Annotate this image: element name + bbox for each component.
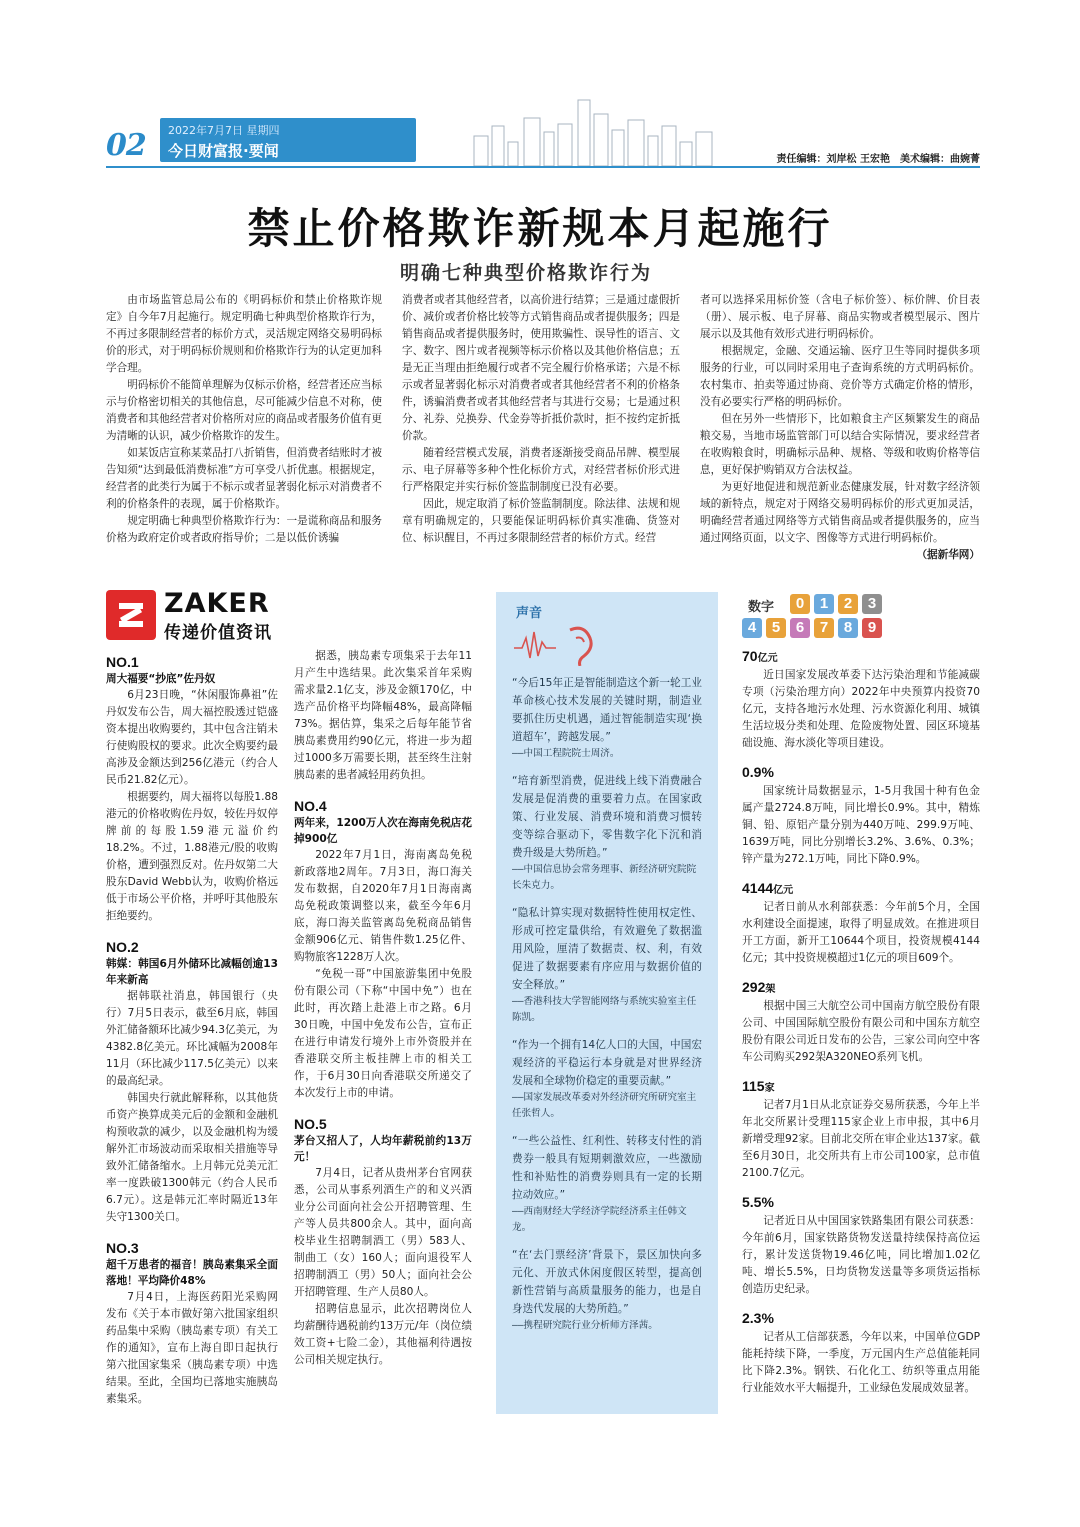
stat-text: 记者从工信部获悉，今年以来，中国单位GDP能耗持续下降，一季度，万元国内生产总值能耗同比下降2.3%。钢铁、石化化工、纺织等重点用能行业能效水平大幅提升，工业绿色发展成效显著。 xyxy=(742,1331,980,1394)
paragraph: 消费者或者其他经营者，以高价进行结算；三是通过虚假折价、减价或者价格比较等方式销售商品或者提供服务；四是销售商品或者提供服务时，使用欺骗性、误导性的语言、文字、数字、图片或者视频等标示价格以及其他价格信息；五是无正当理由拒绝履行或者不完全履行价格承诺；六是不标示或者显著弱化标示对消费者或者其他经营者不利的价格条件，诱骗消费者或者其他经营者与其进行交易；七是通过积分、礼券、兑换券、代金券等折抵价款时，拒不按约定折抵价款。 xyxy=(402,294,680,442)
paragraph: 据韩联社消息，韩国银行（央行）7月5日表示，截至6月底，韩国外汇储备额环比减少94.3亿美元，为4382.8亿美元。环比减幅为2008年11月（环比减少117.5亿美元）以来的最高纪录。 xyxy=(106,990,278,1087)
digit-tile: 5 xyxy=(766,618,786,638)
item-headline: 超千万患者的福音！胰岛素集采全面落地！平均降价48% xyxy=(106,1259,278,1287)
article-title: 禁止价格欺诈新规本月起施行 xyxy=(247,204,833,253)
quote-text: “今后15年正是智能制造这个新一轮工业革命核心技术发展的关键时期，制造业要抓住历史机遇，通过智能制造实现‘换道超车’，跨越发展。” xyxy=(512,677,702,743)
digit-tile: 8 xyxy=(838,618,858,638)
stat-value: 115家 xyxy=(742,1078,775,1094)
item-number: NO.5 xyxy=(294,1116,327,1132)
stat-text: 根据中国三大航空公司中国南方航空股份有限公司、中国国际航空股份有限公司和中国东方航空股份有限公司近日发布的公告，三家公司向空中客车公司购买292架A320NEO系列飞机。 xyxy=(742,1000,980,1063)
quote-source: ——西南财经大学经济学院经济系主任韩文龙。 xyxy=(512,1206,687,1233)
item-headline: 两年来，1200万人次在海南免税店花掉900亿 xyxy=(294,817,472,845)
numbers-label: 数字 xyxy=(748,600,775,615)
paragraph: 随着经营模式发展，消费者逐渐接受商品吊牌、模型展示、电子屏幕等多种个性化标价方式，对经营者标价形式进行严格限定并实行标价签监制制度已没有必要。 xyxy=(402,447,680,493)
issue-date: 2022年7月7日 星期四 xyxy=(168,124,280,137)
paragraph: 2022年7月1日，海南离岛免税新政落地2周年。7月3日，海口海关发布数据，自2020年7月1日海南离岛免税政策调整以来，截至今年6月底，海口海关监管离岛免税商品销售金额906亿元、销售件数1.25亿件、购物旅客1228万人次。 xyxy=(294,849,472,963)
item-number: NO.3 xyxy=(106,1240,139,1256)
article-source: （据新华网） xyxy=(916,549,980,561)
digit-tile: 0 xyxy=(790,594,810,614)
zaker-column-2 xyxy=(294,648,472,1369)
zaker-tagline: 传递价值资讯 xyxy=(164,623,272,643)
article-subtitle: 明确七种典型价格欺诈行为 xyxy=(400,262,653,284)
stat-text: 记者近日从中国国家铁路集团有限公司获悉：今年前6月，国家铁路货物发送量持续保持高位运行，累计发送货物19.46亿吨，同比增加1.02亿吨、增长5.5%，日均货物发送量等多项货运指标创造历史纪录。 xyxy=(742,1215,980,1295)
stat-value: 292架 xyxy=(742,979,776,995)
paragraph: 根据规定，金融、交通运输、医疗卫生等同时提供多项服务的行业，可以同时采用电子查询系统的方式明码标价。农村集市、拍卖等通过协商、竞价等方式确定价格的情形，没有必要实行严格的明码标价。 xyxy=(700,345,980,408)
stat-value: 2.3% xyxy=(742,1310,774,1326)
digit-tile: 6 xyxy=(790,618,810,638)
paragraph: 因此，规定取消了标价签监制制度。除法律、法规和规章有明确规定的，只要能保证明码标价真实准确、货签对位、标识醒目，不再过多限制经营者的标价方式。经营 xyxy=(402,498,680,544)
paragraph: 7月4日，记者从贵州茅台官网获悉，公司从事系列酒生产的和义兴酒业分公司面向社会公开招聘管理、生产等人员共800余人。其中，面向高校毕业生招聘制酒工（男）583人、制曲工（女）160人；面向退役军人招聘制酒工（男）50人；面向社会公开招聘管理、生产人员80人。 xyxy=(294,1167,472,1298)
skyline-graphic xyxy=(470,96,718,166)
digit-tile: 7 xyxy=(814,618,834,638)
quote-source: ——中国信息协会常务理事、新经济研究院院长朱克力。 xyxy=(512,864,697,891)
voice-title: 声音 xyxy=(516,606,543,621)
item-number: NO.2 xyxy=(106,939,139,955)
quote-text: “培育新型消费，促进线上线下消费融合发展是促消费的重要着力点。在国家政策、行业发展、消费环境和消费习惯转变等综合驱动下，零售数字化下沉和消费升级是大势所趋。” xyxy=(512,775,702,859)
section-name: 今日财富报·要闻 xyxy=(168,142,279,160)
paragraph: 规定明确七种典型价格欺诈行为：一是谎称商品和服务价格为政府定价或者政府指导价；二是以低价诱骗 xyxy=(106,515,382,544)
page-number: 02 xyxy=(106,128,146,163)
paragraph: 7月4日，上海医药阳光采购网发布《关于本市做好第六批国家组织药品集中采购（胰岛素专项）有关工作的通知》，宣布上海自即日起执行第六批国家集采（胰岛素专项）中选结果。至此，全国均已落地实施胰岛素集采。 xyxy=(106,1291,278,1405)
item-headline: 茅台又招人了，人均年薪税前约13万元！ xyxy=(294,1135,472,1163)
paragraph: 如某饭店宣称某菜品打八折销售，但消费者结账时才被告知须“达到最低消费标准”方可享受八折优惠。根据规定，经营者的此类行为属于不标示或者显著弱化标示对消费者不利的价格条件的表现，属于价格欺诈。 xyxy=(106,447,382,510)
paragraph: 6月23日晚，“休闲服饰鼻祖”佐丹奴发布公告，周大福控股透过铠盛资本提出收购要约，其中包含注销未行使购股权的要求。此次全购要约最高涉及金额达到256亿港元（约合人民币21.82亿元）。 xyxy=(106,689,278,786)
paragraph: 为更好地促进和规范新业态健康发展，针对数字经济领域的新特点，规定对于网络交易明码标价的形式更加灵活，明确经营者通过网络等方式销售商品或者提供服务的，应当通过网络页面，以文字、图像等方式进行明码标价。 xyxy=(700,481,980,544)
zaker-column-1 xyxy=(106,648,278,1408)
ear-sound-icon xyxy=(512,618,602,666)
stat-value: 0.9% xyxy=(742,764,774,780)
item-number: NO.4 xyxy=(294,798,327,814)
stat-text: 国家统计局数据显示，1-5月我国十种有色金属产量2724.8万吨，同比增长0.9%。其中，精炼铜、铅、原铝产量分别为440万吨、299.9万吨、1639万吨，同比分别增长3.2%、3.6%、0.3%；锌产量为272.1万吨，同比下降0.9%。 xyxy=(742,785,980,865)
numbers-column xyxy=(742,648,980,1397)
article-column-2 xyxy=(402,292,680,547)
quote-source: ——国家发展改革委对外经济研究所研究室主任张哲人。 xyxy=(512,1092,697,1119)
stat-text: 近日国家发展改革委下达污染治理和节能减碳专项（污染治理方向）2022年中央预算内投资70亿元，支持各地污水处理、污水资源化利用、城镇生活垃圾分类和处理、危险废物处置、园区环境基础设施、海水淡化等项目建设。 xyxy=(742,669,980,749)
article-column-3 xyxy=(700,292,980,564)
paragraph: 由市场监管总局公布的《明码标价和禁止价格欺诈规定》自今年7月起施行。规定明确七种典型价格欺诈行为，不再过多限制经营者的标价方式，灵活规定网络交易明码标价的形式，对于明码标价规则和价格欺诈行为的认定更加科学合理。 xyxy=(106,294,382,374)
stat-value: 4144亿元 xyxy=(742,880,794,896)
stat-value: 70亿元 xyxy=(742,648,778,664)
stat-text: 记者日前从水利部获悉：今年前5个月，全国水利建设全面提速，取得了明显成效。在推进项目开工方面，新开工10644个项目，投资规模4144亿元；其中投资规模超过1亿元的项目609个。 xyxy=(742,901,980,964)
paragraph: 明码标价不能简单理解为仅标示价格，经营者还应当标示与价格密切相关的其他信息，尽可能减少信息不对称，使消费者和其他经营者对价格所对应的商品或者服务价值有更为清晰的认识，减少价格欺诈的发生。 xyxy=(106,379,382,442)
digit-tile: 2 xyxy=(838,594,858,614)
paragraph: 者可以选择采用标价签（含电子标价签）、标价牌、价目表（册）、展示板、电子屏幕、商品实物或者模型展示、图片展示以及其他有效形式进行明码标价。 xyxy=(700,294,980,340)
quote-text: “作为一个拥有14亿人口的大国，中国宏观经济的平稳运行本身就是对世界经济发展和全球物价稳定的重要贡献。” xyxy=(512,1039,702,1087)
quote-text: “隐私计算实现对数据特性使用权定性、形成可控定量供给，有效避免了数据滥用风险，厘清了数据责、权、利，有效促进了数据要素有序应用与数据价值的安全释放。” xyxy=(512,907,702,991)
editors-credit: 责任编辑：刘岸松 王宏艳 美术编辑：曲婉菁 xyxy=(776,154,980,165)
quote-source: ——携程研究院行业分析师方泽茜。 xyxy=(512,1320,658,1331)
header-rule xyxy=(106,166,980,168)
article-column-1 xyxy=(106,292,382,547)
voice-quotes xyxy=(512,674,702,1344)
quote-text: “一些公益性、红利性、转移支付性的消费券一般具有短期刺激效应，一些激励性和补贴性的消费券则具有一定的长期拉动效应。” xyxy=(512,1135,702,1201)
item-headline: 韩媒：韩国6月外储环比减幅创逾13年来新高 xyxy=(106,958,278,986)
paragraph: 据悉，胰岛素专项集采于去年11月产生中选结果。此次集采首年采购需求量2.1亿支，涉及金额170亿，中选产品价格平均降幅48%，最高降幅73%。据估算，集采之后每年能节省胰岛素费用约90亿元，将进一步为超过1000多万需要长期，甚至终生注射胰岛素的患者减轻用药负担。 xyxy=(294,650,472,781)
quote-source: ——香港科技大学智能网络与系统实验室主任陈凯。 xyxy=(512,996,697,1023)
digit-tile: 3 xyxy=(862,594,882,614)
stat-value: 5.5% xyxy=(742,1194,774,1210)
paragraph: 韩国央行就此解释称，以其他货币资产换算成美元后的金额和金融机构预收款的减少，以及金融机构为缓解外汇市场波动而采取相关措施等导致外汇储备缩水。上月韩元兑美元汇率一度跌破1300韩元（约合人民币6.7元）。这是韩元汇率时隔近13年失守1300关口。 xyxy=(106,1092,278,1223)
stat-text: 记者7月1日从北京证券交易所获悉，今年上半年北交所累计受理115家企业上市申报，其中6月新增受理92家。目前北交所在审企业达137家。截至6月30日，北交所共有上市公司100家，总市值2100.7亿元。 xyxy=(742,1099,980,1179)
paragraph: 根据要约，周大福将以每股1.88港元的价格收购佐丹奴，较佐丹奴停牌前的每股1.59港元溢价约18.2%。不过，1.88港元/股的收购价格，遭到强烈反对。佐丹奴第二大股东David Webb认为，收购价格远低于市场公平价格，并呼吁其他股东拒绝要约。 xyxy=(106,791,278,922)
zaker-logo-icon xyxy=(106,590,156,640)
quote-source: ——中国工程院院士周济。 xyxy=(512,748,620,759)
paragraph: 但在另外一些情形下，比如粮食主产区频繁发生的商品粮交易，当地市场监管部门可以结合实际情况，要求经营者在收购粮食时，明确标示品种、规格、等级和收购价格等信息，更好保护购销双方合法权益。 xyxy=(700,413,980,476)
item-number: NO.1 xyxy=(106,654,139,670)
quote-text: “在‘去门票经济’背景下，景区加快向多元化、开放式休闲度假区转型，提高创新性营销与高质量服务的能力，也是自身迭代发展的大势所趋。” xyxy=(512,1249,702,1315)
item-headline: 周大福要“抄底”佐丹奴 xyxy=(106,673,216,685)
digit-tile: 1 xyxy=(814,594,834,614)
paragraph: 招聘信息显示，此次招聘岗位人均薪酬待遇税前约13万元/年（岗位绩效工资+七险二金），其他福利待遇按公司相关规定执行。 xyxy=(294,1303,472,1366)
digit-tile: 4 xyxy=(742,618,762,638)
zaker-brand: ZAKER xyxy=(164,588,270,619)
digit-tile: 9 xyxy=(862,618,882,638)
paragraph: “免税一哥”中国旅游集团中免股份有限公司（下称“中国中免”）也在此时，再次踏上赴港上市之路。6月30日晚，中国中免发布公告，宣布正在进行申请发行境外上市外资股并在香港联交所主板挂牌上市的相关工作，于6月30日向香港联交所递交了本次发行上市的申请。 xyxy=(294,968,472,1099)
